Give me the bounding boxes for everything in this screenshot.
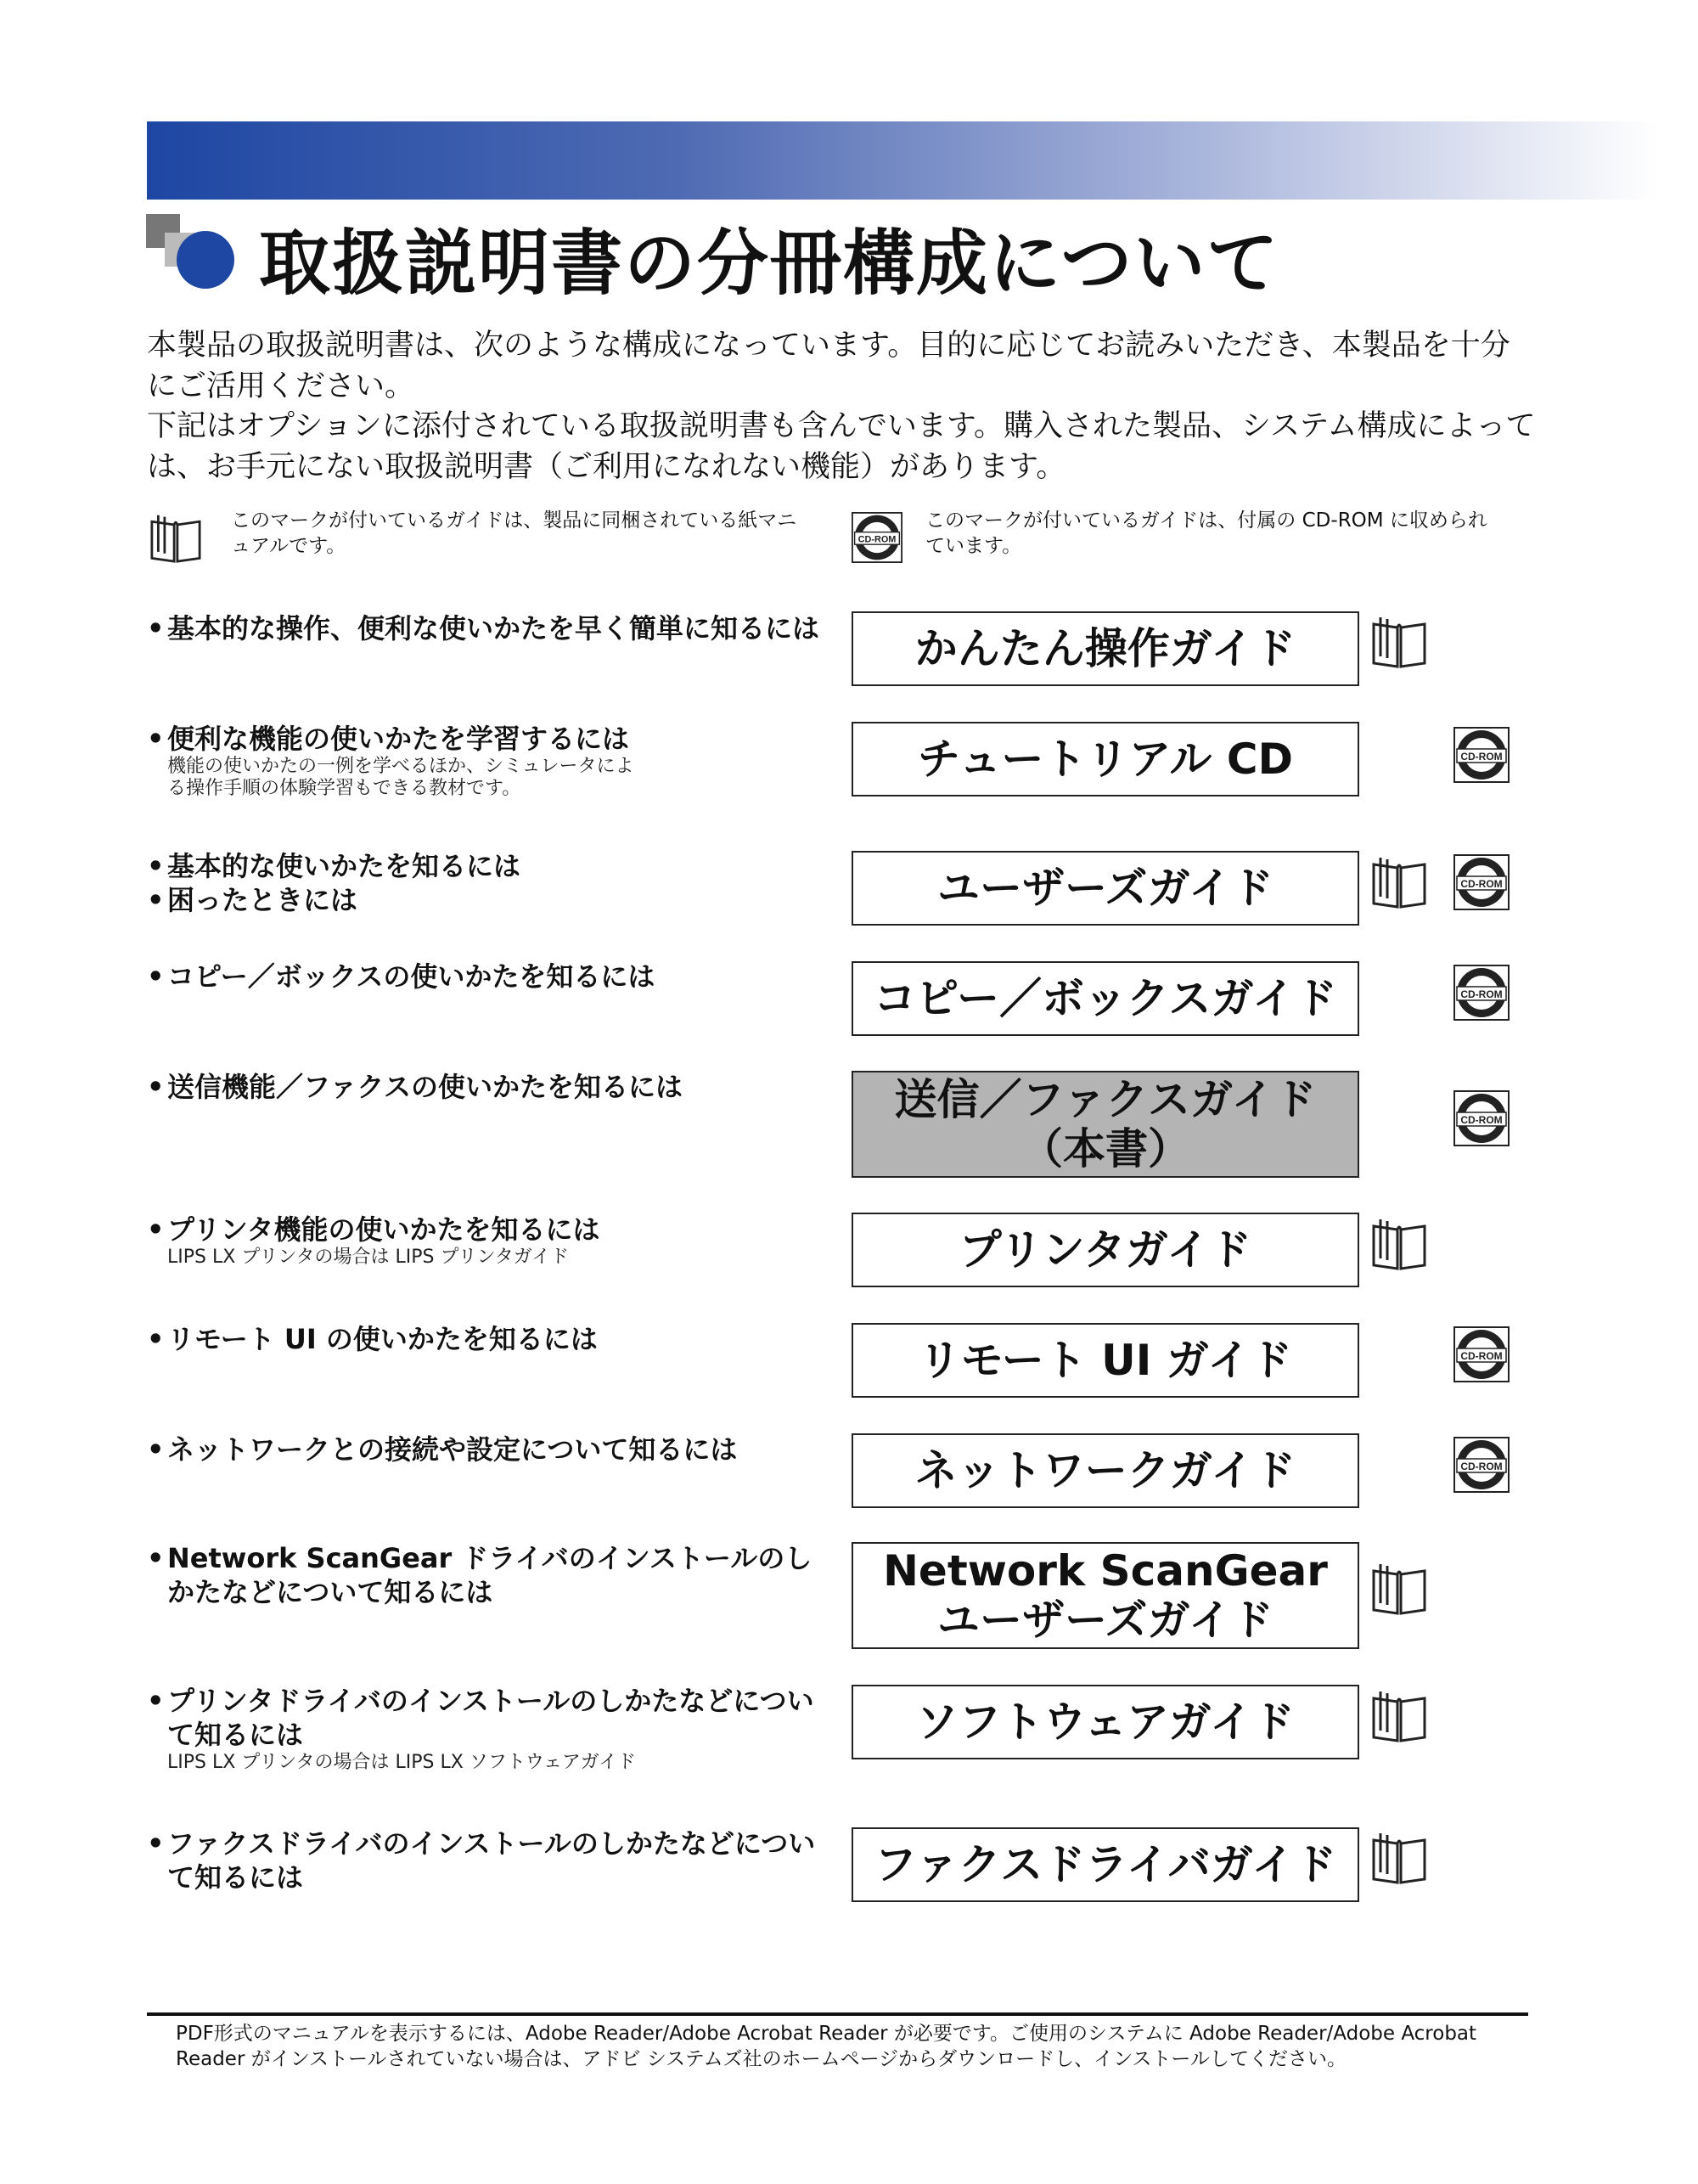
- cd-rom-icon: [1453, 854, 1510, 910]
- purpose-line: • 困ったときには: [147, 883, 826, 917]
- book-icon: [1369, 1688, 1430, 1742]
- svg-text:CD-ROM: CD-ROM: [857, 534, 897, 545]
- purpose-line: • 送信機能／ファクスの使いかたを知るには: [147, 1070, 826, 1104]
- legend-cd-text: このマークが付いているガイドは、付属の CD-ROM に収められています。: [925, 509, 1487, 557]
- svg-text:CD-ROM: CD-ROM: [1460, 1114, 1503, 1126]
- book-icon: [1369, 1561, 1430, 1615]
- guide-title: かんたん操作ガイド: [914, 624, 1296, 673]
- footer-divider: [147, 2012, 1528, 2016]
- guide-row-6-label: [147, 1322, 826, 1356]
- guide-box-network-guide: [852, 1433, 1359, 1508]
- purpose-line: • 便利な機能の使いかたを学習するには: [147, 722, 826, 756]
- guide-box-tutorial-cd: [852, 722, 1359, 796]
- svg-text:CD-ROM: CD-ROM: [1460, 1461, 1503, 1472]
- guide-title: ファクスドライバガイド: [874, 1840, 1337, 1889]
- cd-rom-icon: [1453, 1326, 1510, 1382]
- guide-title: 送信／ファクスガイド: [894, 1075, 1317, 1124]
- guide-title: ソフトウェアガイド: [916, 1697, 1295, 1747]
- guide-title: チュートリアル CD: [917, 735, 1294, 784]
- purpose-line: • プリンタ機能の使いかたを知るには: [147, 1213, 826, 1247]
- cd-rom-icon: [852, 512, 902, 563]
- guide-title: プリンタガイド: [959, 1225, 1252, 1275]
- book-icon: [1369, 1216, 1430, 1270]
- purpose-line: • 基本的な使いかたを知るには: [147, 849, 826, 883]
- purpose-line: • 基本的な操作、便利な使いかたを早く簡単に知るには: [147, 611, 826, 645]
- guide-box-printer-guide: [852, 1213, 1359, 1287]
- guide-box-copy-box-guide: [852, 961, 1359, 1036]
- svg-text:CD-ROM: CD-ROM: [1460, 878, 1503, 890]
- purpose-note: LIPS LX プリンタの場合は LIPS プリンタガイド: [167, 1247, 570, 1268]
- svg-text:CD-ROM: CD-ROM: [1460, 1350, 1503, 1362]
- guide-title: Network ScanGear: [883, 1546, 1328, 1596]
- svg-text:CD-ROM: CD-ROM: [1460, 988, 1503, 1000]
- purpose-line: • ネットワークとの接続や設定について知るには: [147, 1433, 826, 1466]
- guide-title: リモート UI ガイド: [918, 1336, 1293, 1385]
- book-icon: [1369, 854, 1430, 909]
- purpose-line: • ファクスドライバのインストールのしかたなどについて知るには: [147, 1827, 835, 1894]
- intro-paragraph-1: 本製品の取扱説明書は、次のような構成になっています。目的に応じてお読みいただき、本製品を十分にご活用ください。: [147, 329, 1510, 403]
- guide-title-sub: ユーザーズガイド: [937, 1596, 1274, 1645]
- guide-title: ネットワークガイド: [914, 1446, 1296, 1495]
- purpose-line: • プリンタドライバのインストールのしかたなどについて知るには: [147, 1684, 835, 1752]
- guide-row-8-label: [147, 1541, 835, 1609]
- purpose-line: • コピー／ボックスの使いかたを知るには: [147, 960, 826, 993]
- purpose-line: • Network ScanGear ドライバのインストールのしかたなどについて知るには: [147, 1541, 835, 1609]
- guide-box-users-guide: [852, 851, 1359, 926]
- purpose-note: 機能の使いかたの一例を学べるほか、シミュレータによる操作手順の体験学習もできる教材です。: [167, 756, 634, 799]
- guide-row-7-label: [147, 1433, 826, 1466]
- footer-note: PDF形式のマニュアルを表示するには、Adobe Reader/Adobe Acrobat Reader が必要です。ご使用のシステムに Adobe Reader/Adobe Acrobat Reader がインストールされていない場合は、アドビ システムズ社のホームページからダウンロードし、インストールしてください。: [176, 2023, 1477, 2070]
- guide-title: ユーザーズガイド: [937, 864, 1274, 913]
- guide-box-fax-driver-guide: [852, 1827, 1359, 1902]
- purpose-note: LIPS LX プリンタの場合は LIPS LX ソフトウェアガイド: [167, 1752, 637, 1773]
- page-title: 取扱説明書の分冊構成について: [259, 222, 1280, 305]
- guide-title-sub: （本書）: [1020, 1124, 1190, 1174]
- guide-box-remote-ui-guide: [852, 1323, 1359, 1398]
- guide-box-easy-operation: [852, 611, 1359, 686]
- guide-row-1-label: [147, 722, 826, 800]
- guide-row-0-label: [147, 611, 826, 645]
- intro-paragraph-2: 下記はオプションに添付されている取扱説明書も含んでいます。購入された製品、システム構成によっては、お手元にない取扱説明書（ご利用になれない機能）があります。: [147, 409, 1536, 484]
- guide-row-10-label: [147, 1827, 835, 1894]
- guide-row-5-label: [147, 1213, 826, 1269]
- book-icon: [1369, 614, 1430, 668]
- guide-title: コピー／ボックスガイド: [874, 974, 1337, 1023]
- section-title-icon: [144, 212, 238, 297]
- guide-box-software-guide: [852, 1685, 1359, 1759]
- guide-row-3-label: [147, 960, 826, 993]
- book-icon: [147, 512, 205, 563]
- guide-box-send-fax-guide-current: [852, 1071, 1359, 1178]
- cd-rom-icon: [1453, 727, 1510, 783]
- guide-box-network-scangear-guide: [852, 1542, 1359, 1649]
- header-gradient-bar: [147, 121, 1658, 200]
- purpose-line: • リモート UI の使いかたを知るには: [147, 1322, 826, 1356]
- guide-row-4-label: [147, 1070, 826, 1104]
- book-icon: [1369, 1830, 1430, 1884]
- guide-row-2-label: [147, 849, 826, 917]
- svg-text:CD-ROM: CD-ROM: [1460, 751, 1503, 763]
- cd-rom-icon: [1453, 965, 1510, 1021]
- guide-row-9-label: [147, 1684, 835, 1774]
- cd-rom-icon: [1453, 1090, 1510, 1146]
- legend-book-text: このマークが付いているガイドは、製品に同梱されている紙マニュアルです。: [231, 509, 797, 557]
- cd-rom-icon: [1453, 1437, 1510, 1493]
